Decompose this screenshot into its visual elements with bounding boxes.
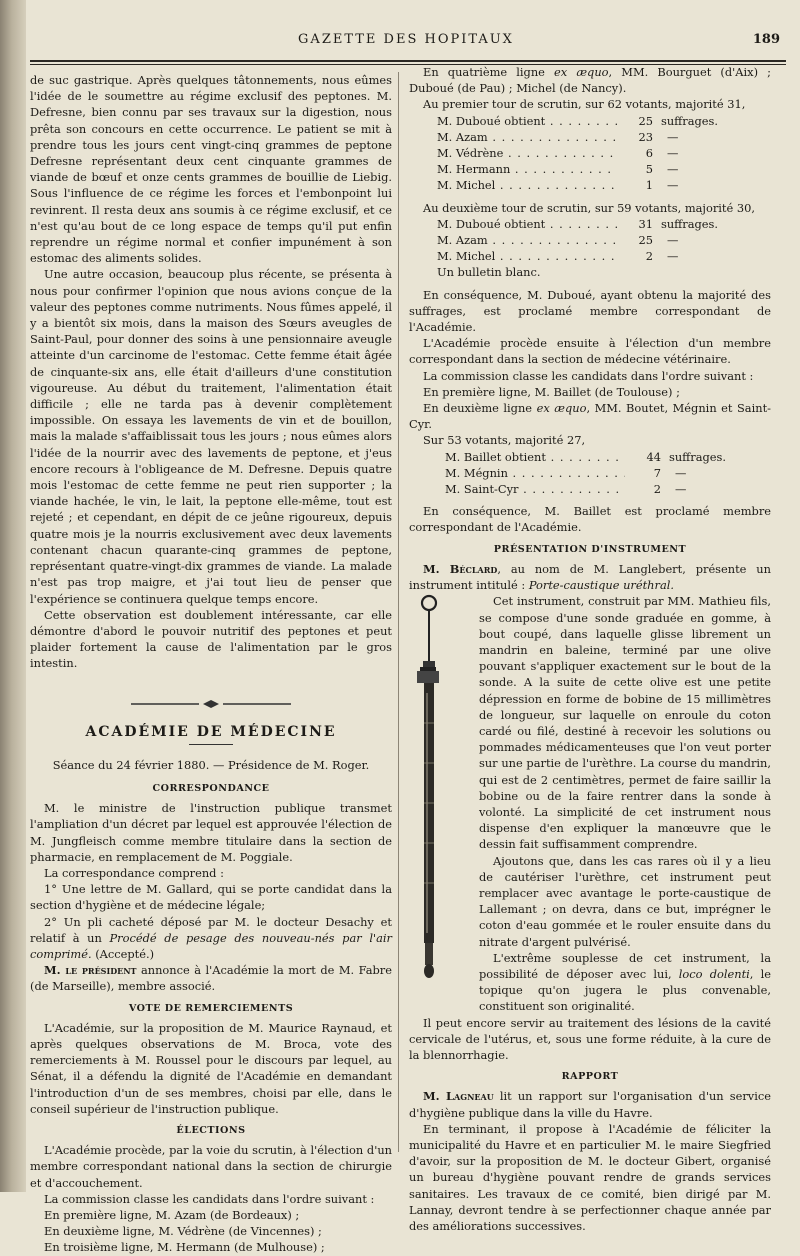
vote-count: 5 bbox=[645, 162, 653, 177]
line4-b: ex æquo bbox=[554, 65, 609, 79]
vote-row bbox=[409, 449, 771, 465]
vote-row bbox=[409, 177, 771, 193]
pli-text: 2° Un pli cacheté déposé par M. le docteur Desachy et relatif à un bbox=[30, 914, 392, 945]
third-ballot-intro: Sur 53 votants, majorité 27, bbox=[423, 433, 586, 448]
newspaper-page bbox=[26, 0, 800, 1255]
second-ballot-intro: Au deuxième tour de scrutin, sur 59 votants, majorité 30, bbox=[423, 200, 755, 215]
seance-date-line: Séance du 24 février 1880. — Présidence de M. Roger. bbox=[52, 757, 370, 772]
paragraph-duboue-elected: En conséquence, M. Duboué, ayant obtenu la majorité des suffrages, est proclamé membre correspondant de l'Académie. bbox=[409, 287, 771, 335]
lagneau-text: lit un rapport sur l'organisation d'un service d'hygiène publique dans la ville du Havre. bbox=[409, 1089, 771, 1120]
exaequo-c: , MM. Boutet, Mégnin et Saint-Cyr. bbox=[409, 401, 771, 432]
vote-name: M. Mégnin . . . bbox=[445, 465, 625, 481]
vote-count: 31 bbox=[638, 216, 653, 231]
heading-elections: ÉLECTIONS bbox=[176, 1124, 246, 1136]
paragraph-gallard: 1° Une lettre de M. Gallard, qui se porte candidat dans la section d'hygiène et de médecine légale; bbox=[30, 882, 392, 913]
vote-suffix: — bbox=[667, 162, 679, 177]
paragraph-havre: En terminant, il propose à l'Académie de féliciter la municipalité du Havre et en particulier M. le maire Siegfried d'avoir, sur la proposition de M. le docteur Gibert, organisé un bureau d'hygiène pouvant rendre de grands services sanitaires. Les travaux de ce comité, bien dirigé par M. Lannay, devront tendre à se perfectionner chaque année par des améliorations successives. bbox=[409, 1121, 771, 1234]
section-ornament-divider bbox=[131, 698, 291, 710]
vote-suffix: suffrages. bbox=[661, 216, 719, 231]
lagneau-label: M. Lagneau bbox=[423, 1089, 494, 1104]
section-short-rule bbox=[189, 744, 233, 745]
vote-count: 6 bbox=[645, 146, 653, 161]
paragraph-vote: L'Académie, sur la proposition de M. Maurice Raynaud, et après quelques observations de M. Broca, vote des remerciements à M. Roussel pour le discours par lequel, au Sénat, il a défendu la dignité de l'Académie en demandant l'introduction d'un de ses membres, choisi par elle, dans le conseil supérieur de l'instruction publique. bbox=[30, 1020, 392, 1116]
vote-count: 44 bbox=[646, 449, 661, 464]
vote-count: 7 bbox=[653, 465, 661, 480]
column-separator bbox=[398, 72, 399, 1152]
vote-row bbox=[409, 232, 771, 248]
vote-name: M. Azam . . . bbox=[437, 232, 617, 248]
vote-row bbox=[409, 129, 771, 145]
header-rule-thick bbox=[30, 60, 786, 62]
paragraph-pli-cachete bbox=[30, 914, 392, 963]
vote-name: M. Baillet obtient . . . bbox=[445, 449, 625, 465]
vote-count: 2 bbox=[645, 249, 653, 264]
paragraph-construction: Cet instrument, construit par MM. Mathieu fils, se compose d'une sonde graduée en gomme, à bout coupé, dans laquelle glisse librement un mandrin en baleine, terminé par une olive pouvant s'appliquer exactement sur le bout de la sonde. A la suite de cette olive est une petite dépression en forme de bobine de 15 millimètres de longueur, sur laquelle on enroule du coton cardé ou filé, destiné à recevoir les solutions ou pommades médicamenteuses que l'on veut porter sur une partie de l'urèthre. La course du mandrin, qui est de 2 centimètres, permet de faire saillir la bobine ou de la faire rentrer dans la sonde à volonté. La simplicité de cet instrument nous dispense d'en expliquer la manœuvre que le dessin fait suffisamment comprendre. bbox=[479, 594, 771, 852]
candidate-line-2: En deuxième ligne, M. Védrène (de Vincennes) ; bbox=[44, 1224, 322, 1239]
instrument-name: Porte-caustique uréthral. bbox=[528, 578, 675, 593]
candidate-line-1: En première ligne, M. Azam (de Bordeaux) ; bbox=[44, 1208, 300, 1222]
paragraph-peptone-case: de suc gastrique. Après quelques tâtonnements, nous eûmes l'idée de le soumettre au régime exclusif des peptones. M. Defresne, bien connu par ses travaux sur la digestion, nous prêta son concours en cette occurrence. Le patient se mit à prendre tous les jours cent vingt-cinq grammes de peptone Defresne représentant deux cent cinquante grammes de viande de bœuf et onze cents grammes de bouillie de Liebig. Sous l'influence de ce régime les forces et l'embonpoint lui revinrent. Il resta deux ans soumis à ce régime exclusif, et ce n'est qu'au bout de ce long espace de temps qu'il put enfin reprendre un régime normal et confier impunément à son estomac des aliments solides. bbox=[30, 73, 392, 266]
heading-vote-remerciements: VOTE DE REMERCIEMENTS bbox=[128, 1002, 294, 1014]
first-ballot-results bbox=[409, 113, 771, 194]
right-column bbox=[409, 64, 771, 1234]
souplesse-b: loco dolenti bbox=[678, 966, 750, 981]
vote-name: M. Michel . . . bbox=[437, 248, 617, 264]
vote-count: 2 bbox=[653, 482, 661, 497]
vote-name: M. Michel . . . bbox=[437, 177, 617, 193]
president-text: annonce à l'Académie la mort de M. Fabre (de Marseille), membre associé. bbox=[30, 963, 392, 994]
souplesse-c: , le topique qu'on jugera le plus convenable, constituent son originalité. bbox=[479, 966, 771, 1014]
pli-title: Procédé de pesage des nouveau-nés par l'air comprimé. bbox=[30, 930, 392, 961]
page-number: 189 bbox=[752, 32, 780, 47]
paragraph-decret: M. le ministre de l'instruction publique transmet l'ampliation d'un décret par lequel est approuvée l'élection de M. Jungfleisch comme membre titulaire dans la section de pharmacie, en remplacement de M. Poggiale. bbox=[30, 801, 392, 864]
paragraph-corr-intro: La correspondance comprend : bbox=[44, 865, 224, 880]
vote-suffix: — bbox=[675, 465, 687, 480]
heading-correspondance: CORRESPONDANCE bbox=[152, 782, 270, 794]
line4-c: , MM. Bourguet (d'Aix) ; Duboué (de Pau) ; Michel (de Nancy). bbox=[409, 65, 771, 96]
vote-suffix: — bbox=[667, 129, 679, 144]
section-title-academie: ACADÉMIE DE MÉDECINE bbox=[85, 723, 337, 740]
president-label: M. le président bbox=[44, 963, 137, 978]
third-ballot-results bbox=[409, 449, 771, 498]
vote-row bbox=[409, 248, 771, 264]
vote-name: M. Saint-Cyr . . . bbox=[445, 481, 625, 497]
paragraph-commission-2: La commission classe les candidats dans l'ordre suivant : bbox=[423, 368, 754, 383]
candidate-exaequo bbox=[409, 400, 771, 432]
vote-suffix: — bbox=[667, 146, 679, 161]
paragraph-uterus: Il peut encore servir au traitement des lésions de la cavité cervicale de l'utérus, et, sous une forme réduite, à la cure de la blennorrhagie. bbox=[409, 1015, 771, 1062]
paragraph-second-case: Une autre occasion, beaucoup plus récente, se présenta à nous pour confirmer l'opinion que nous avions conçue de la valeur des peptones comme nutriments. Nous fûmes appelé, il y a bientôt six mois, dans la maison des Sœurs aveugles de Saint-Paul, pour donner des soins à une pensionnaire aveugle atteinte d'un carcinome de l'estomac. Cette femme était âgée de cinquante-six ans, elle était d'ailleurs d'une constitution vigoureuse. Au début du traitement, l'alimentation était difficile ; elle ne tarda pas à devenir complètement impossible. On essaya les lavements de vin et de bouillon, mais la malade s'affaiblissait tous les jours ; nous eûmes alors l'idée de la nourrir avec des lavements de peptone, et j'eus encore recours à l'obligeance de M. Defresne. Depuis quatre mois l'estomac de cette femme ne peut rien supporter ; la viande hachée, le vin, le lait, la peptone elle-même, tout est rejeté ; et cependant, en dépit de ce jeûne rigoureux, depuis quatre mois je la nourris exclusivement avec deux lavements contenant chacun quarante-cinq grammes de peptone, représentant quatre-vingt-dix grammes de viande. La malade n'est pas trop maigre, et j'ai tout lieu de penser que l'expérience se continuera quelque temps encore. bbox=[30, 267, 392, 606]
second-ballot-results bbox=[409, 216, 771, 265]
vote-suffix: — bbox=[675, 482, 687, 497]
beclard-text: , au nom de M. Langlebert, présente un instrument intitulé : bbox=[409, 561, 771, 593]
vote-name: M. Hermann . . . bbox=[437, 161, 617, 177]
vote-row bbox=[409, 465, 771, 481]
paragraph-baillet-elected: En conséquence, M. Baillet est proclamé membre correspondant de l'Académie. bbox=[409, 504, 771, 535]
heading-presentation-instrument: PRÉSENTATION D'INSTRUMENT bbox=[493, 543, 687, 555]
vote-row bbox=[409, 145, 771, 161]
vote-suffix: suffrages. bbox=[661, 113, 719, 128]
first-ballot-intro: Au premier tour de scrutin, sur 62 votants, majorité 31, bbox=[423, 97, 746, 112]
vote-row bbox=[409, 481, 771, 497]
vote-name: M. Duboué obtient . . . bbox=[437, 216, 617, 232]
candidate-baillet: En première ligne, M. Baillet (de Toulouse) ; bbox=[423, 384, 680, 399]
line4-a: En quatrième ligne bbox=[423, 65, 555, 79]
journal-title: GAZETTE DES HOPITAUX bbox=[298, 32, 514, 47]
exaequo-b: ex æquo bbox=[536, 401, 587, 416]
vote-name: M. Azam . . . bbox=[437, 129, 617, 145]
paragraph-beclard bbox=[409, 561, 771, 593]
vote-count: 1 bbox=[645, 178, 653, 193]
paragraph-election-intro: L'Académie procède, par la voie du scrutin, à l'élection d'un membre correspondant national dans la section de chirurgie et d'accouchement. bbox=[30, 1143, 392, 1190]
left-column bbox=[30, 72, 392, 1256]
book-binding-gutter bbox=[0, 0, 26, 1192]
heading-rapport: RAPPORT bbox=[561, 1071, 619, 1083]
paragraph-conclusion: Cette observation est doublement intéressante, car elle démontre d'abord le pouvoir nutritif des peptones et peut plaider fortement la cause de l'alimentation par le gros intestin. bbox=[30, 607, 392, 671]
paragraph-commission: La commission classe les candidats dans l'ordre suivant : bbox=[44, 1191, 375, 1206]
vote-suffix: — bbox=[667, 249, 679, 264]
vote-suffix: — bbox=[667, 178, 679, 193]
vote-count: 23 bbox=[638, 129, 653, 144]
instrument-block bbox=[409, 593, 771, 1014]
paragraph-president bbox=[30, 962, 392, 994]
vote-row bbox=[409, 161, 771, 177]
page-header bbox=[26, 30, 786, 52]
pli-status: (Accepté.) bbox=[91, 946, 155, 961]
candidate-line-3: En troisième ligne, M. Hermann (de Mulhouse) ; bbox=[44, 1240, 325, 1255]
vote-name: M. Védrène . . . bbox=[437, 145, 617, 161]
souplesse-a: L'extrême souplesse de cet instrument, la possibilité de déposer avec lui, bbox=[479, 950, 771, 981]
vote-suffix: suffrages. bbox=[669, 449, 727, 464]
beclard-label: M. Béclard bbox=[423, 561, 498, 576]
exaequo-a: En deuxième ligne bbox=[423, 401, 537, 416]
paragraph-cauterisation: Ajoutons que, dans les cas rares où il y a lieu de cautériser l'urèthre, cet instrument peut remplacer avec avantage le porte-caustique de Lallemant ; on devra, dans ce but, imprégner le coton d'eau gommée et le rouler ensuite dans du nitrate d'argent pulvérisé. bbox=[479, 853, 771, 949]
paragraph-lagneau bbox=[409, 1088, 771, 1120]
vote-row bbox=[409, 216, 771, 232]
vote-suffix: — bbox=[667, 233, 679, 248]
instrument-description bbox=[479, 593, 771, 1014]
paragraph-souplesse bbox=[479, 950, 771, 1015]
blank-ballot-line: Un bulletin blanc. bbox=[437, 265, 541, 280]
vote-count: 25 bbox=[638, 233, 653, 248]
vote-row bbox=[409, 113, 771, 129]
candidate-line-4 bbox=[409, 64, 771, 96]
vote-count: 25 bbox=[638, 113, 653, 128]
paragraph-veterinaire: L'Académie procède ensuite à l'élection d'un membre correspondant dans la section de médecine vétérinaire. bbox=[409, 336, 771, 367]
porte-caustique-illustration bbox=[409, 593, 453, 983]
vote-name: M. Duboué obtient . . . bbox=[437, 113, 617, 129]
